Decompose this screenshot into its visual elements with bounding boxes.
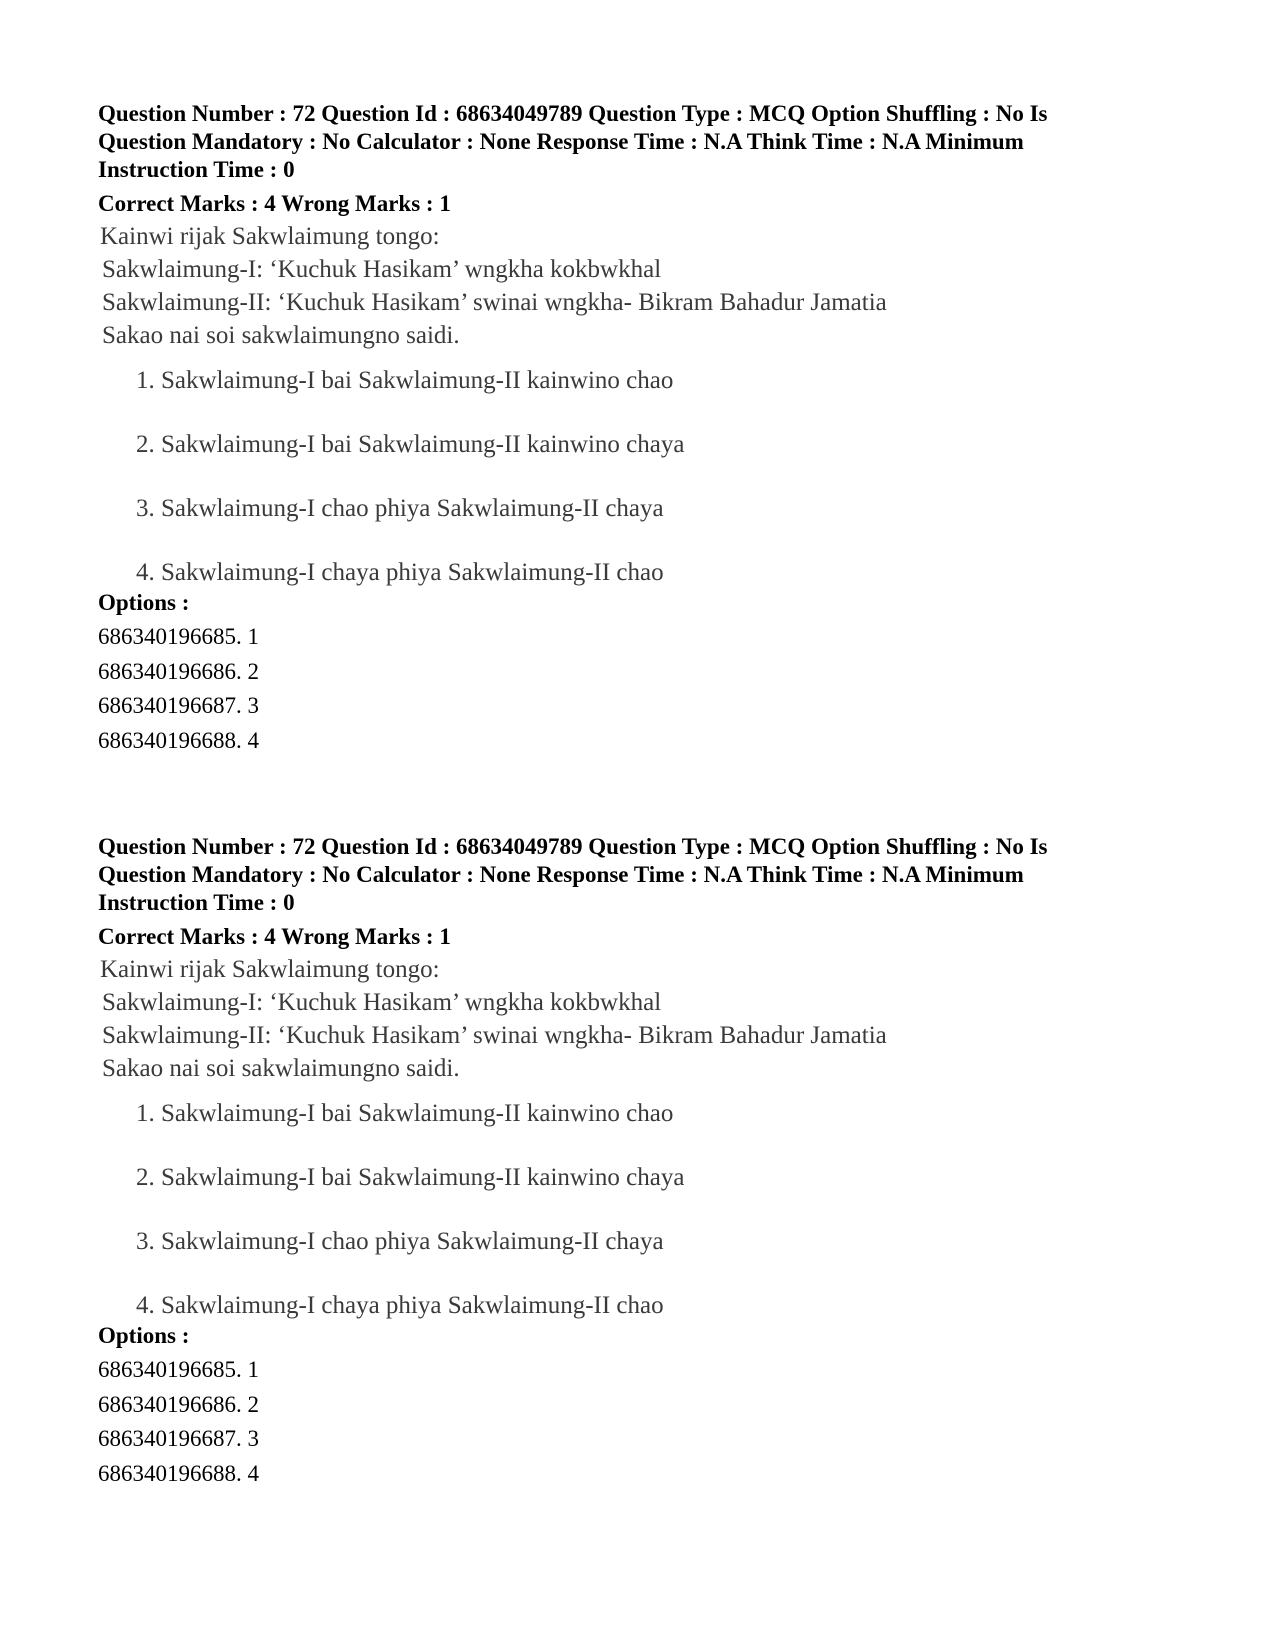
question-marks: Correct Marks : 4 Wrong Marks : 1 (98, 924, 451, 949)
question-meta-line: Question Number : 72 Question Id : 68634049789 Question Type : MCQ Option Shuffling : No Is (98, 834, 1048, 859)
option-list (98, 1353, 1178, 1491)
options-label: Options : (98, 1323, 190, 1348)
question-stem-line: Sakwlaimung-II: ‘Kuchuk Hasikam’ swinai wngkha- Bikram Bahadur Jamatia (102, 1022, 887, 1049)
question-stem-line: Sakwlaimung-II: ‘Kuchuk Hasikam’ swinai wngkha- Bikram Bahadur Jamatia (102, 289, 887, 316)
option-item: 686340196685. 1 (98, 1357, 259, 1382)
question-stem-line: Sakwlaimung-I: ‘Kuchuk Hasikam’ wngkha kokbwkhal (102, 256, 662, 283)
option-list (98, 620, 1178, 758)
choice-item: 4. Sakwlaimung-I chaya phiya Sakwlaimung-II chao (136, 559, 664, 586)
question-meta (98, 833, 1178, 917)
choice-item: 2. Sakwlaimung-I bai Sakwlaimung-II kainwino chaya (136, 1164, 685, 1191)
option-item: 686340196688. 4 (98, 1460, 259, 1486)
question-stem-line: Sakwlaimung-I: ‘Kuchuk Hasikam’ wngkha kokbwkhal (102, 989, 662, 1016)
question-marks: Correct Marks : 4 Wrong Marks : 1 (98, 191, 451, 216)
choice-list (98, 364, 1178, 589)
question-block (98, 100, 1178, 758)
question-meta-line: Question Mandatory : No Calculator : None Response Time : N.A Think Time : N.A Minimum (98, 129, 1024, 154)
choice-item: 3. Sakwlaimung-I chao phiya Sakwlaimung-II chaya (136, 495, 664, 522)
choice-item: 2. Sakwlaimung-I bai Sakwlaimung-II kainwino chaya (136, 431, 685, 458)
option-item: 686340196685. 1 (98, 624, 259, 649)
question-stem-line: Kainwi rijak Sakwlaimung tongo: (100, 956, 440, 983)
option-item: 686340196686. 2 (98, 1391, 259, 1417)
choice-item: 1. Sakwlaimung-I bai Sakwlaimung-II kainwino chao (136, 1100, 674, 1127)
question-meta-line: Instruction Time : 0 (98, 157, 295, 182)
options-label: Options : (98, 590, 190, 615)
choice-item: 1. Sakwlaimung-I bai Sakwlaimung-II kainwino chao (136, 367, 674, 394)
question-body (98, 220, 1178, 589)
choice-list (98, 1097, 1178, 1322)
question-body (98, 953, 1178, 1322)
question-meta-line: Question Number : 72 Question Id : 68634049789 Question Type : MCQ Option Shuffling : No Is (98, 101, 1048, 126)
question-block (98, 833, 1178, 1491)
option-item: 686340196687. 3 (98, 1426, 259, 1451)
question-meta-line: Question Mandatory : No Calculator : None Response Time : N.A Think Time : N.A Minimum (98, 862, 1024, 887)
choice-item: 4. Sakwlaimung-I chaya phiya Sakwlaimung-II chao (136, 1292, 664, 1319)
question-stem-line: Sakao nai soi sakwlaimungno saidi. (102, 322, 460, 349)
question-stem-line: Kainwi rijak Sakwlaimung tongo: (100, 223, 440, 250)
question-meta-line: Instruction Time : 0 (98, 890, 295, 915)
choice-item: 3. Sakwlaimung-I chao phiya Sakwlaimung-II chaya (136, 1228, 664, 1255)
option-item: 686340196686. 2 (98, 658, 259, 684)
option-item: 686340196687. 3 (98, 693, 259, 718)
question-stem-line: Sakao nai soi sakwlaimungno saidi. (102, 1055, 460, 1082)
question-meta (98, 100, 1178, 184)
option-item: 686340196688. 4 (98, 727, 259, 753)
